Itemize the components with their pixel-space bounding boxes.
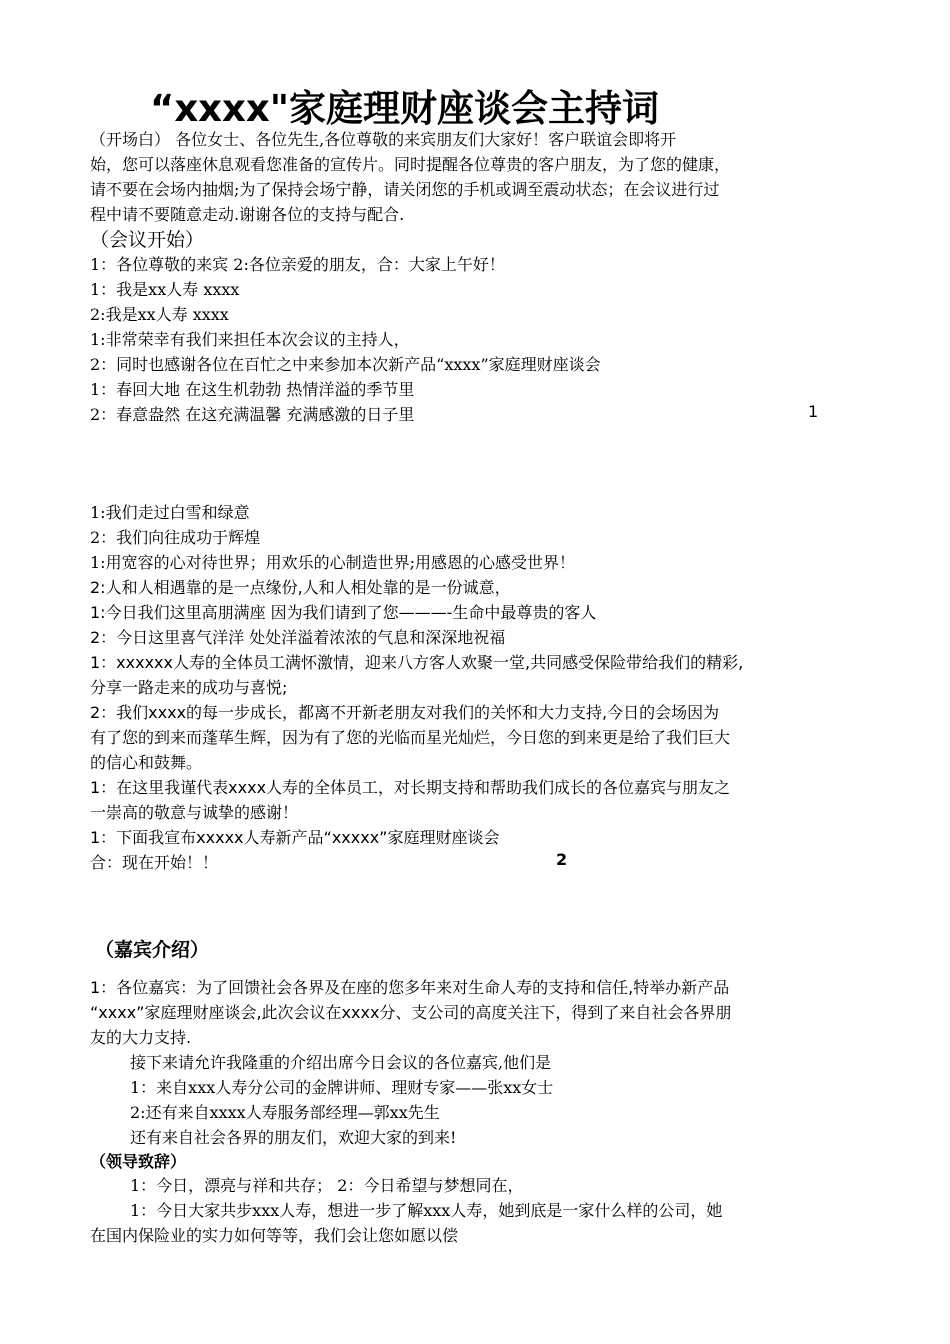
- dialogue-line: 1：xxxxxx人寿的全体员工满怀激情，迎来八方客人欢聚一堂,共同感受保险带给我们的精彩,: [90, 653, 744, 672]
- dialogue-line: 一崇高的敬意与诚挚的感谢！: [90, 803, 299, 822]
- section-heading-leader-speech: （领导致辞）: [90, 1152, 187, 1171]
- guest-line: 1：来自xxx人寿分公司的金牌讲师、理财专家——张xx女士: [130, 1078, 554, 1097]
- dialogue-line: 2：今日这里喜气洋洋 处处洋溢着浓浓的气息和深深地祝福: [90, 628, 506, 647]
- dialogue-line: 2：我们向往成功于辉煌: [90, 528, 261, 547]
- dialogue-line: 1:今日我们这里高朋满座 因为我们请到了您———-生命中最尊贵的客人: [90, 603, 597, 622]
- dialogue-line: 1：下面我宣布xxxxx人寿新产品“xxxxx”家庭理财座谈会: [90, 828, 500, 847]
- body-line: 接下来请允许我隆重的介绍出席今日会议的各位嘉宾,他们是: [130, 1053, 552, 1072]
- dialogue-line: 1:非常荣幸有我们来担任本次会议的主持人，: [90, 330, 410, 349]
- body-line: 还有来自社会各界的朋友们，欢迎大家的到来!: [130, 1128, 457, 1147]
- dialogue-line: 2:人和人相遇靠的是一点缘份,人和人相处靠的是一份诚意，: [90, 578, 511, 597]
- dialogue-line: 合：现在开始！！: [90, 853, 219, 872]
- dialogue-line: 在国内保险业的实力如何等等，我们会让您如愿以偿: [90, 1226, 459, 1245]
- intro-line: （开场白） 各位女士、各位先生,各位尊敬的来宾朋友们大家好！客户联谊会即将开: [90, 130, 677, 149]
- dialogue-line: 1：今日，漂亮与祥和共存； 2：今日希望与梦想同在，: [130, 1176, 524, 1195]
- page-title: “xxxx"家庭理财座谈会主持词: [150, 87, 660, 130]
- dialogue-line: 2：我们xxxx的每一步成长，都离不开新老朋友对我们的关怀和大力支持,今日的会场因为: [90, 703, 720, 722]
- dialogue-line: 1：今日大家共步xxx人寿，想进一步了解xxx人寿，她到底是一家什么样的公司，她: [130, 1201, 723, 1220]
- body-line: “xxxx”家庭理财座谈会,此次会议在xxxx分、支公司的高度关注下，得到了来自社会各界朋: [90, 1003, 732, 1022]
- dialogue-line: 1:我们走过白雪和绿意: [90, 503, 250, 522]
- dialogue-line: 的信心和鼓舞。: [90, 753, 203, 772]
- body-line: 1：各位嘉宾：为了回馈社会各界及在座的您多年来对生命人寿的支持和信任,特举办新产品: [90, 978, 730, 997]
- dialogue-line: 1:用宽容的心对待世界；用欢乐的心制造世界;用感恩的心感受世界！: [90, 553, 575, 572]
- dialogue-line: 2：春意盎然 在这充满温馨 充满感激的日子里: [90, 405, 415, 424]
- dialogue-line: 1：在这里我谨代表xxxx人寿的全体员工，对长期支持和帮助我们成长的各位嘉宾与朋友之: [90, 778, 731, 797]
- dialogue-line: 1：春回大地 在这生机勃勃 热情洋溢的季节里: [90, 380, 415, 399]
- dialogue-line: 2：同时也感谢各位在百忙之中来参加本次新产品“xxxx”家庭理财座谈会: [90, 355, 601, 374]
- body-line: 友的大力支持.: [90, 1028, 192, 1047]
- dialogue-line: 1：各位尊敬的来宾 2:各位亲爱的朋友，合：大家上午好！: [90, 255, 505, 274]
- dialogue-line: 分享一路走来的成功与喜悦;: [90, 678, 288, 697]
- page-number: 1: [808, 402, 819, 421]
- intro-line: 请不要在会场内抽烟;为了保持会场宁静，请关闭您的手机或调至震动状态；在会议进行过: [90, 180, 720, 199]
- dialogue-line: 2:我是xx人寿 xxxx: [90, 305, 229, 324]
- dialogue-line: 有了您的到来而蓬荜生辉，因为有了您的光临而星光灿烂，今日您的到来更是给了我们巨大: [90, 728, 731, 747]
- section-heading-meeting-start: （会议开始）: [90, 229, 205, 251]
- intro-line: 始，您可以落座休息观看您准备的宣传片。同时提醒各位尊贵的客户朋友，为了您的健康，: [90, 155, 731, 174]
- dialogue-line: 1：我是xx人寿 xxxx: [90, 280, 240, 299]
- guest-line: 2:还有来自xxxx人寿服务部经理—郭xx先生: [130, 1103, 440, 1122]
- page-number: 2: [556, 850, 568, 869]
- intro-line: 程中请不要随意走动.谢谢各位的支持与配合.: [90, 205, 405, 224]
- section-heading-guest-intro: （嘉宾介绍）: [95, 939, 210, 961]
